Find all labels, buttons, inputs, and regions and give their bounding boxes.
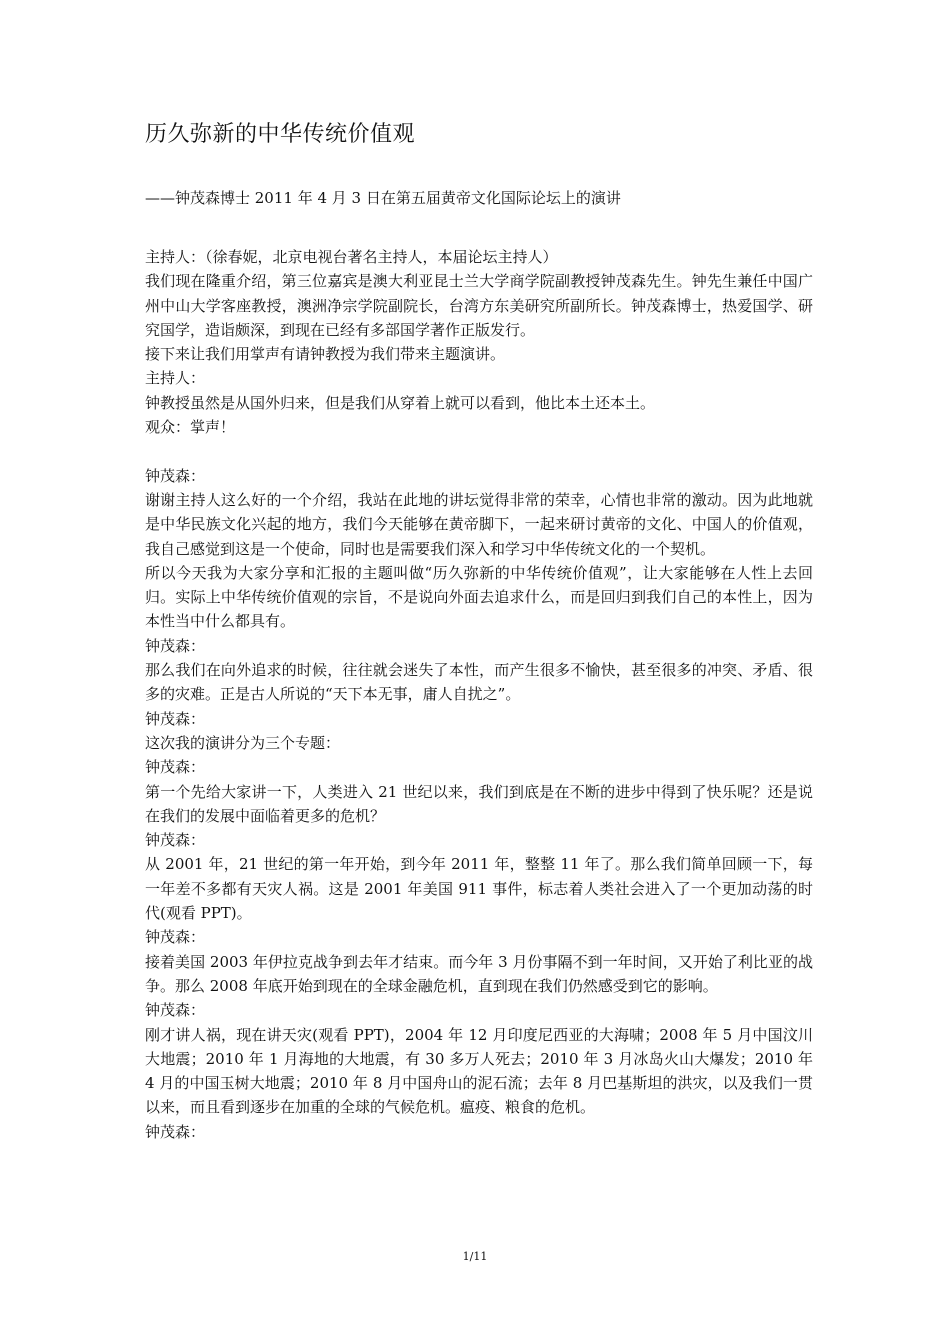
- speaker-label: 钟茂森：: [145, 466, 206, 485]
- page-number: 1/11: [462, 1250, 488, 1263]
- paragraph-disasters: 刚才讲人祸，现在讲天灾(观看 PPT)，2004 年 12 月印度尼西亚的大海啸；2008 年 5 月中国汶川大地震；2010 年 1 月海地的大地震，有 30 多万人死去；2010 年 3 月冰岛火山大爆发；2010 年 4 月的中国玉树大地震；2010 年 8 月中国舟山的泥石流；去年 8 月巴基斯坦的洪灾，以及我们一贯以来，而且看到逐步在加重的全球的气候危机。瘟疫、粮食的危机。: [145, 1025, 813, 1117]
- paragraph-wars: 接着美国 2003 年伊拉克战争到去年才结束。而今年 3 月份事隔不到一年时间，又开始了利比亚的战争。那么 2008 年底开始到现在的全球金融危机，直到现在我们仍然感受到它的影响。: [145, 952, 813, 995]
- paragraph-audience: 观众：掌声！: [145, 418, 236, 437]
- speaker-label: 钟茂森：: [145, 928, 206, 947]
- paragraph-topic: 所以今天我为大家分享和汇报的主题叫做“历久弥新的中华传统价值观”，让大家能够在人性上去回归。实际上中华传统价值观的宗旨，不是说向外面去追求什么，而是回归到我们自己的本性上，因为本性当中什么都具有。: [145, 563, 813, 631]
- speaker-label: 钟茂森：: [145, 709, 206, 728]
- document-body: [145, 245, 813, 1144]
- document-title: 历久弥新的中华传统价值观: [145, 122, 416, 147]
- speaker-label: 主持人：: [145, 369, 206, 388]
- speaker-label: 钟茂森：: [145, 1001, 206, 1020]
- speaker-label: 钟茂森：: [145, 1122, 206, 1141]
- document-page: [145, 118, 813, 1144]
- paragraph-host-intro-label: 主持人：（徐春妮，北京电视台著名主持人，本届论坛主持人）: [145, 248, 558, 266]
- speaker-label: 钟茂森：: [145, 831, 206, 850]
- paragraph-2001: 从 2001 年，21 世纪的第一年开始，到今年 2011 年，整整 11 年了。那么我们简单回顾一下，每一年差不多都有天灾人祸。这是 2001 年美国 911 事件，标志着人类社会进入了一个更加动荡的时代(观看 PPT)。: [145, 855, 813, 923]
- paragraph-host-comment: 钟教授虽然是从国外归来，但是我们从穿着上就可以看到，他比本土还本土。: [145, 393, 656, 412]
- paragraph-host-invite: 接下来让我们用掌声有请钟教授为我们带来主题演讲。: [145, 345, 506, 364]
- speaker-label: 钟茂森：: [145, 636, 206, 655]
- paragraph-three-topics: 这次我的演讲分为三个专题：: [145, 733, 341, 752]
- paragraph-lost-nature: 那么我们在向外追求的时候，往往就会迷失了本性，而产生很多不愉快，甚至很多的冲突、矛盾、很多的灾难。正是古人所说的“天下本无事，庸人自扰之”。: [145, 661, 813, 704]
- paragraph-host-intro: 我们现在隆重介绍，第三位嘉宾是澳大利亚昆士兰大学商学院副教授钟茂森先生。钟先生兼任中国广州中山大学客座教授，澳洲净宗学院副院长，台湾方东美研究所副所长。钟茂森博士，热爱国学、研究国学，造诣颇深，到现在已经有多部国学著作正版发行。: [145, 272, 813, 339]
- blank-line: [145, 439, 813, 463]
- paragraph-first-topic: 第一个先给大家讲一下，人类进入 21 世纪以来，我们到底是在不断的进步中得到了快乐呢？还是说在我们的发展中面临着更多的危机？: [145, 782, 813, 825]
- paragraph-thanks: 谢谢主持人这么好的一个介绍，我站在此地的讲坛觉得非常的荣幸，心情也非常的激动。因为此地就是中华民族文化兴起的地方，我们今天能够在黄帝脚下，一起来研讨黄帝的文化、中国人的价值观，我自己感觉到这是一个使命，同时也是需要我们深入和学习中华传统文化的一个契机。: [145, 490, 813, 558]
- document-subtitle: ——钟茂森博士 2011 年 4 月 3 日在第五届黄帝文化国际论坛上的演讲: [145, 189, 621, 207]
- speaker-label: 钟茂森：: [145, 758, 206, 777]
